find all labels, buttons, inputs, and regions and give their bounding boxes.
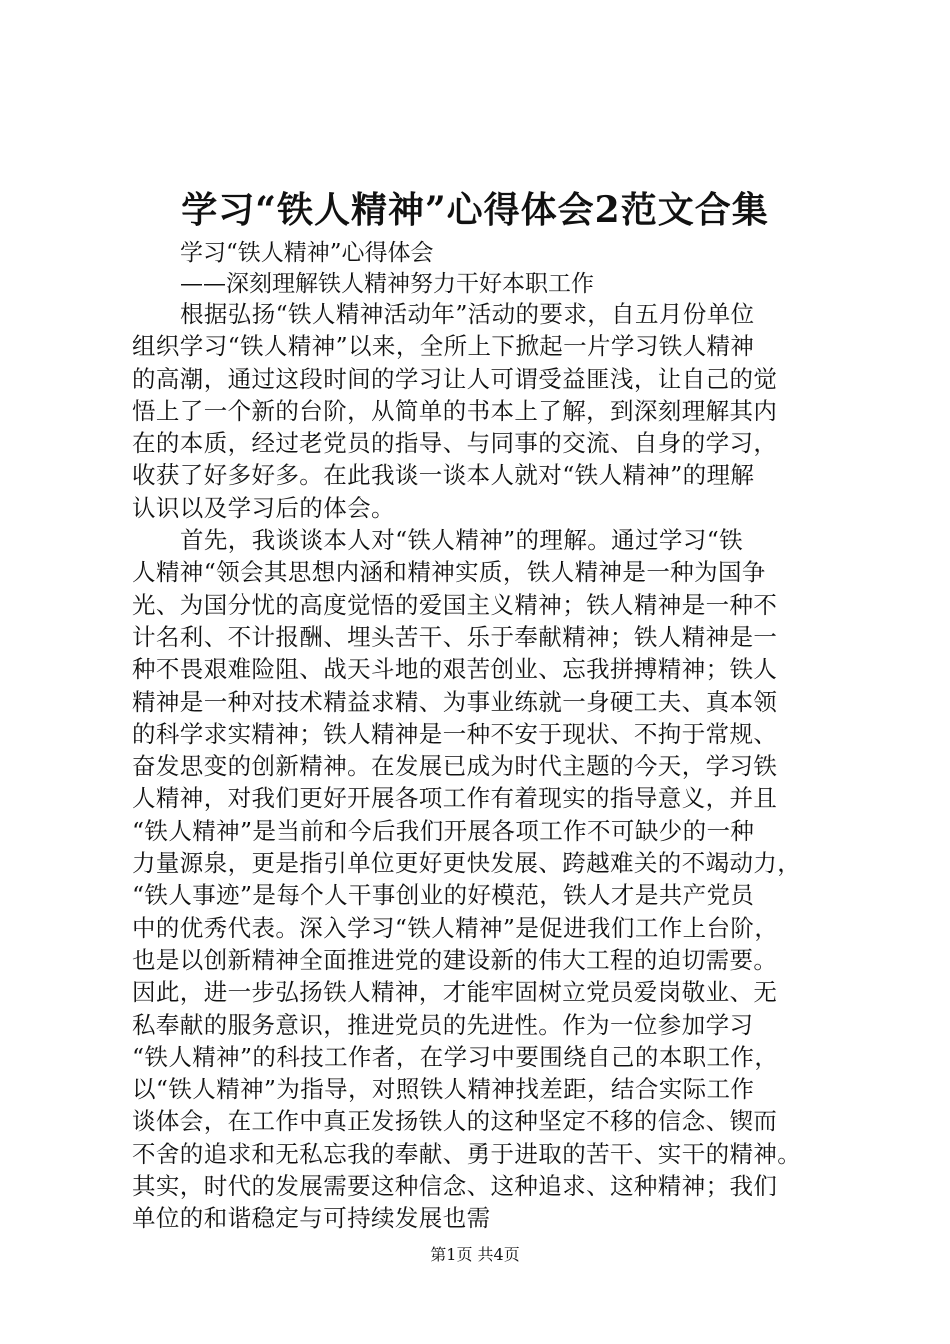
body-line: 在的本质，经过老党员的指导、与同事的交流、自身的学习， [132, 429, 778, 458]
body-line: 的科学求实精神；铁人精神是一种不安于现状、不拘于常规、 [132, 719, 778, 748]
body-line: 谈体会，在工作中真正发扬铁人的这种坚定不移的信念、锲而 [132, 1107, 778, 1136]
body-line: 人精神，对我们更好开展各项工作有着现实的指导意义，并且 [132, 784, 778, 813]
body-line: 也是以创新精神全面推进党的建设新的伟大工程的迫切需要。 [132, 945, 778, 974]
body-line: 人精神“领会其思想内涵和精神实质，铁人精神是一种为国争 [132, 558, 766, 587]
body-line: 力量源泉，更是指引单位更好更快发展、跨越难关的不竭动力， [132, 849, 802, 878]
body-line: 认识以及学习后的体会。 [132, 493, 395, 522]
body-line: 以“铁人精神”为指导，对照铁人精神找差距，结合实际工作 [132, 1075, 755, 1104]
body-line: “铁人精神”是当前和今后我们开展各项工作不可缺少的一种 [132, 816, 755, 845]
body-line: 种不畏艰难险阻、战天斗地的艰苦创业、忘我拼搏精神；铁人 [132, 655, 778, 684]
body-line: 单位的和谐稳定与可持续发展也需 [132, 1204, 491, 1233]
body-line: 私奉献的服务意识，推进党员的先进性。作为一位参加学习 [132, 1010, 754, 1039]
body-line: 首先，我谈谈本人对“铁人精神”的理解。通过学习“铁 [180, 526, 744, 555]
body-line: 中的优秀代表。深入学习“铁人精神”是促进我们工作上台阶， [132, 913, 779, 942]
body-line: 不舍的追求和无私忘我的奉献、勇于进取的苦干、实干的精神。 [132, 1139, 802, 1168]
body-line: 根据弘扬“铁人精神活动年”活动的要求，自五月份单位 [180, 300, 755, 328]
document-title: 学习“铁人精神”心得体会2范文合集 [181, 189, 769, 231]
body-line: “铁人精神”的科技工作者，在学习中要围绕自己的本职工作， [132, 1042, 779, 1071]
page-number: 第1页 共4页 [430, 1245, 520, 1264]
article-body [132, 298, 832, 1235]
body-line: 因此，进一步弘扬铁人精神，才能牢固树立党员爱岗敬业、无 [132, 978, 778, 1007]
body-line: 组织学习“铁人精神”以来，全所上下掀起一片学习铁人精神 [132, 332, 755, 361]
body-line: “铁人事迹”是每个人干事创业的好模范，铁人才是共产党员 [132, 881, 755, 910]
article-subtitle: ——深刻理解铁人精神努力干好本职工作 [180, 271, 594, 297]
body-line: 计名利、不计报酬、埋头苦干、乐于奉献精神；铁人精神是一 [132, 622, 778, 651]
body-line: 收获了好多好多。在此我谈一谈本人就对“铁人精神”的理解 [132, 461, 755, 490]
body-line: 精神是一种对技术精益求精、为事业练就一身硬工夫、真本领 [132, 687, 778, 716]
body-line: 奋发思变的创新精神。在发展已成为时代主题的今天，学习铁 [132, 752, 778, 781]
body-line: 光、为国分忧的高度觉悟的爱国主义精神；铁人精神是一种不 [132, 590, 778, 619]
body-line: 悟上了一个新的台阶，从简单的书本上了解，到深刻理解其内 [132, 396, 778, 425]
body-line: 其实，时代的发展需要这种信念、这种追求、这种精神；我们 [132, 1172, 778, 1201]
article-title: 学习“铁人精神”心得体会 [180, 240, 434, 266]
body-line: 的高潮，通过这段时间的学习让人可谓受益匪浅，让自己的觉 [132, 364, 778, 393]
